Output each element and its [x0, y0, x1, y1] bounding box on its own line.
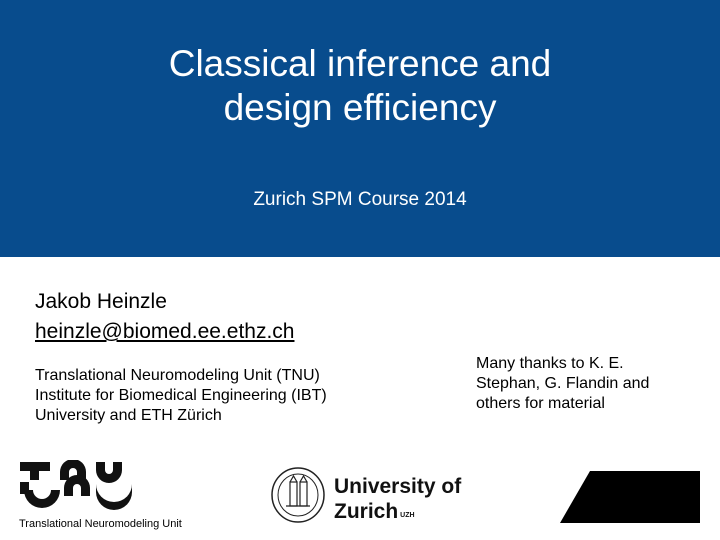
- author-email-link[interactable]: heinzle@biomed.ee.ethz.ch: [35, 320, 295, 343]
- uzh-wordmark-line-1: University of: [334, 475, 462, 498]
- uzh-seal-icon: [270, 466, 326, 524]
- uzh-wordmark-line-2: Zurich $^{UZH}$: [334, 500, 415, 523]
- institution-block: [35, 366, 327, 426]
- slide-title-line-2: design efficiency: [223, 87, 497, 128]
- uzh-wordmark: [334, 474, 461, 524]
- slide-title: [60, 42, 660, 130]
- slide-title-line-1: Classical inference and: [168, 43, 552, 84]
- institution-line-1: Translational Neuromodeling Unit (TNU): [35, 367, 320, 384]
- institution-line-3: University and ETH Zürich: [35, 407, 222, 424]
- tnu-logo-caption: Translational Neuromodeling Unit: [19, 518, 182, 530]
- slide-subtitle: Zurich SPM Course 2014: [253, 189, 467, 210]
- eth-logo-icon: [560, 471, 700, 523]
- author-name: Jakob Heinzle: [35, 290, 167, 313]
- institution-line-2: Institute for Biomedical Engineering (IBT): [35, 387, 327, 404]
- acknowledgement-text: Many thanks to K. E. Stephan, G. Flandin and others for material: [476, 355, 650, 412]
- tnu-logo-icon: [20, 460, 135, 510]
- uzh-superscript: UZH: [400, 512, 415, 519]
